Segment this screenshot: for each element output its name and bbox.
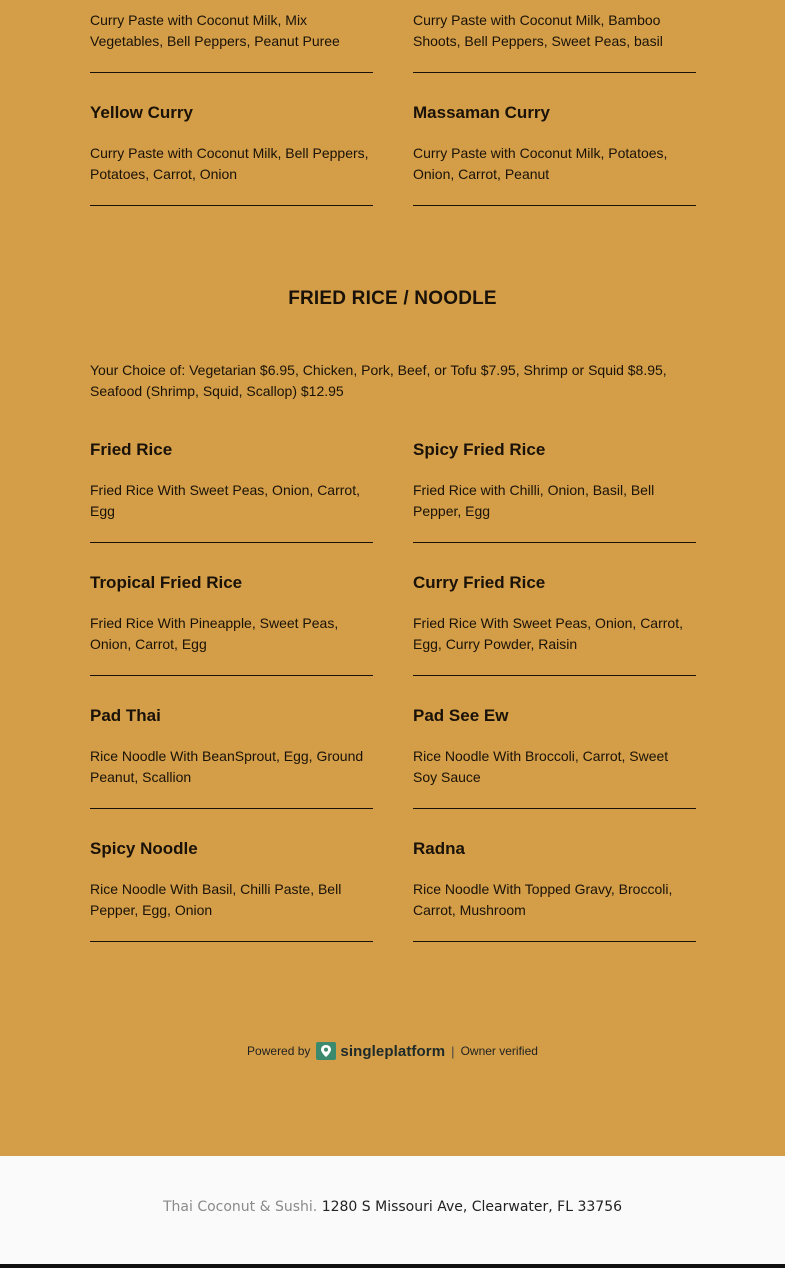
restaurant-name: Thai Coconut & Sushi.	[162, 1199, 318, 1215]
divider	[413, 675, 696, 676]
menu-item-description: Fried Rice With Sweet Peas, Onion, Carrot, Egg	[90, 482, 360, 519]
menu-item-name: Pad See Ew	[413, 706, 509, 725]
divider	[90, 941, 373, 942]
divider	[413, 205, 696, 206]
site-footer	[0, 1156, 785, 1264]
menu-item-name: Spicy Noodle	[90, 839, 198, 858]
singleplatform-brand: singleplatform	[340, 1042, 446, 1060]
menu-item-name: Pad Thai	[90, 706, 161, 725]
menu-item-name: Radna	[413, 839, 465, 858]
singleplatform-logo-icon	[316, 1042, 336, 1060]
menu-item-name: Spicy Fried Rice	[413, 440, 546, 459]
menu-item-description: Curry Paste with Coconut Milk, Bell Peppers, Potatoes, Carrot, Onion	[90, 145, 369, 182]
section-price-note: Your Choice of: Vegetarian $6.95, Chicken, Pork, Beef, or Tofu $7.95, Shrimp or Squid $8.95, Seafood (Shrimp, Squid, Scallop) $12.95	[90, 362, 667, 399]
menu-item-description: Curry Paste with Coconut Milk, Mix Vegetables, Bell Peppers, Peanut Puree	[90, 12, 340, 49]
menu-item-name: Yellow Curry	[90, 103, 193, 122]
menu-item-description: Rice Noodle With BeanSprout, Egg, Ground Peanut, Scallion	[90, 748, 364, 785]
divider	[90, 542, 373, 543]
menu-item-description: Fried Rice With Sweet Peas, Onion, Carrot, Egg, Curry Powder, Raisin	[413, 615, 683, 652]
menu-item-name: Massaman Curry	[413, 103, 551, 122]
menu-item-description: Curry Paste with Coconut Milk, Bamboo Shoots, Bell Peppers, Sweet Peas, basil	[413, 12, 663, 49]
footer-address-line	[0, 1199, 785, 1215]
divider	[90, 72, 373, 73]
menu-item-name: Fried Rice	[90, 440, 173, 459]
owner-verified-label: Owner verified	[460, 1044, 538, 1058]
bottom-edge-bar	[0, 1264, 785, 1268]
divider	[413, 72, 696, 73]
divider	[90, 205, 373, 206]
menu-item-description: Fried Rice With Pineapple, Sweet Peas, Onion, Carrot, Egg	[90, 615, 339, 652]
menu-item-description: Rice Noodle With Topped Gravy, Broccoli, Carrot, Mushroom	[413, 881, 673, 918]
powered-by-label: Powered by	[247, 1044, 311, 1058]
divider	[90, 808, 373, 809]
menu-item-description: Curry Paste with Coconut Milk, Potatoes, Onion, Carrot, Peanut	[413, 145, 668, 182]
section-title: FRIED RICE / NOODLE	[288, 288, 497, 309]
menu-item-description: Rice Noodle With Basil, Chilli Paste, Bell Pepper, Egg, Onion	[90, 881, 342, 918]
separator: |	[451, 1043, 455, 1059]
divider	[413, 808, 696, 809]
menu-item-name: Curry Fried Rice	[413, 573, 546, 592]
menu-item-description: Rice Noodle With Broccoli, Carrot, Sweet Soy Sauce	[413, 748, 669, 785]
divider	[90, 675, 373, 676]
divider	[413, 542, 696, 543]
menu-item-name: Tropical Fried Rice	[90, 573, 243, 592]
menu-item-description: Fried Rice with Chilli, Onion, Basil, Bell Pepper, Egg	[413, 482, 655, 519]
divider	[413, 941, 696, 942]
powered-by-link[interactable]	[0, 1040, 785, 1062]
restaurant-address: 1280 S Missouri Ave, Clearwater, FL 33756	[321, 1199, 623, 1215]
